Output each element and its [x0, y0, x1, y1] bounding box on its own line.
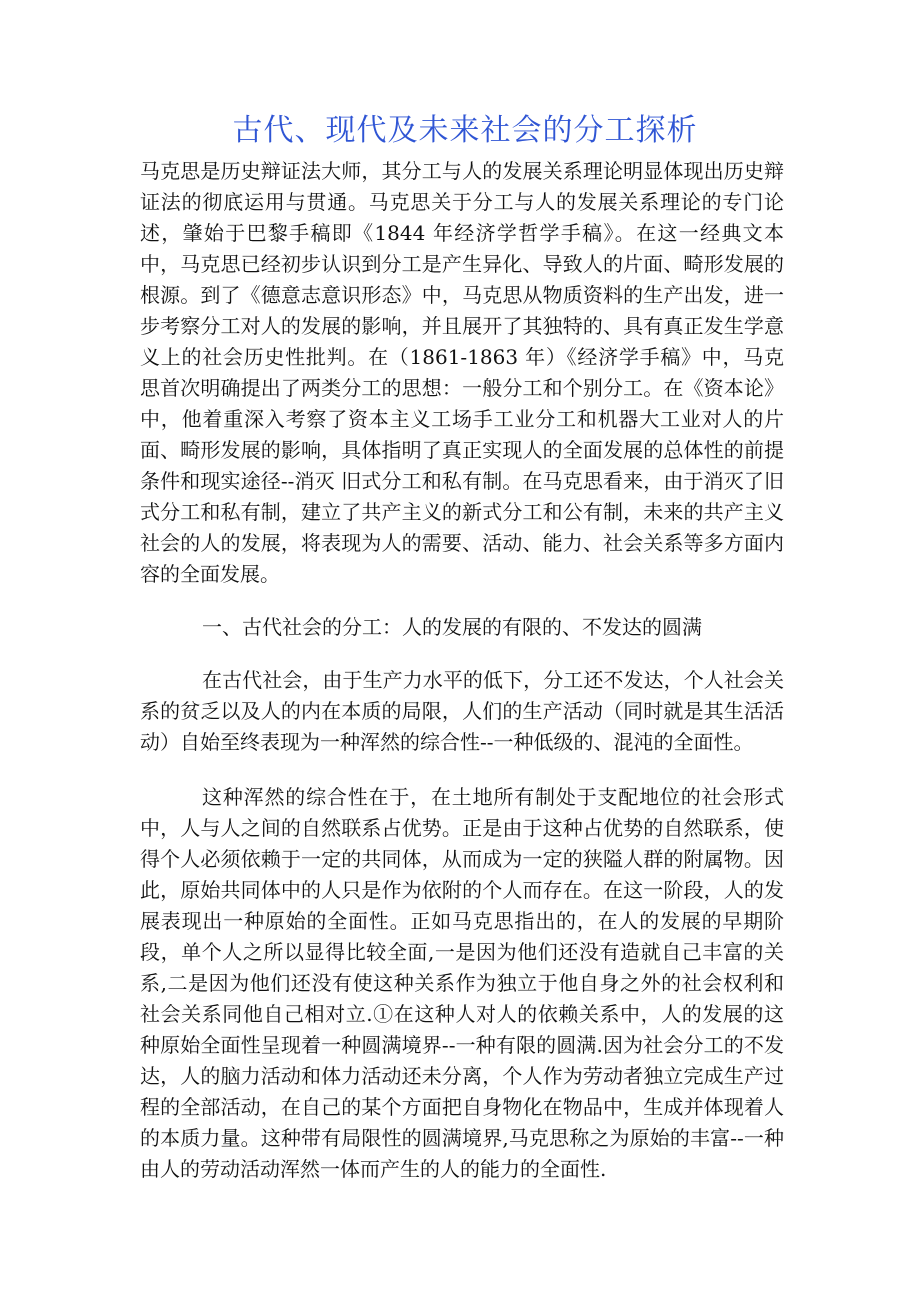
section-heading: 一、古代社会的分工：人的发展的有限的、不发达的圆满 [202, 615, 702, 639]
document-page [140, 108, 784, 1185]
body-paragraph: 在古代社会，由于生产力水平的低下，分工还不发达，个人社会关系的贫乏以及人的内在本质的局限，人们的生产活动（同时就是其生活活动）自始至终表现为一种浑然的综合性--一种低级的、混沌的全面性。 [140, 668, 784, 754]
intro-paragraph: 马克思是历史辩证法大师，其分工与人的发展关系理论明显体现出历史辩证法的彻底运用与贯通。马克思关于分工与人的发展关系理论的专门论述，肇始于巴黎手稿即《1844 年经济学哲学手稿》。在这一经典文本中，马克思已经初步认识到分工是产生异化、导致人的片面、畸形发展的根源。到了《德意志意识形态》中，马克思从物质资料的生产出发，进一步考察分工对人的发展的影响，并且展开了其独特的、具有真正发生学意义上的社会历史性批判。在（1861-1863 年）《经济学手稿》中，马克思首次明确提出了两类分工的思想：一般分工和个别分工。在《资本论》中，他着重深入考察了资本主义工场手工业分工和机器大工业对人的片面、畸形发展的影响，具体指明了真正实现人的全面发展的总体性的前提条件和现实途径--消灭 旧式分工和私有制。在马克思看来，由于消灭了旧式分工和私有制，建立了共产主义的新式分工和公有制，未来的共产主义社会的人的发展，将表现为人的需要、活动、能力、社会关系等多方面内容的全面发展。 [140, 159, 784, 586]
document-title: 古代、现代及未来社会的分工探析 [232, 113, 698, 148]
body-paragraph: 这种浑然的综合性在于，在土地所有制处于支配地位的社会形式中，人与人之间的自然联系占优势。正是由于这种占优势的自然联系，使得个人必须依赖于一定的共同体，从而成为一定的狭隘人群的附属物。因此，原始共同体中的人只是作为依附的个人而存在。在这一阶段，人的发展表现出一种原始的全面性。正如马克思指出的，在人的发展的早期阶段，单个人之所以显得比较全面,一是因为他们还没有造就自己丰富的关系,二是因为他们还没有使这种关系作为独立于他自身之外的社会权利和社会关系同他自己相对立.①在这种人对人的依赖关系中，人的发展的这种原始全面性呈现着一种圆满境界--一种有限的圆满.因为社会分工的不发达，人的脑力活动和体力活动还未分离，个人作为劳动者独立完成生产过程的全部活动，在自己的某个方面把自身物化在物品中，生成并体现着人的本质力量。这种带有局限性的圆满境界,马克思称之为原始的丰富--一种由人的劳动活动浑然一体而产生的人的能力的全面性. [140, 785, 784, 1181]
